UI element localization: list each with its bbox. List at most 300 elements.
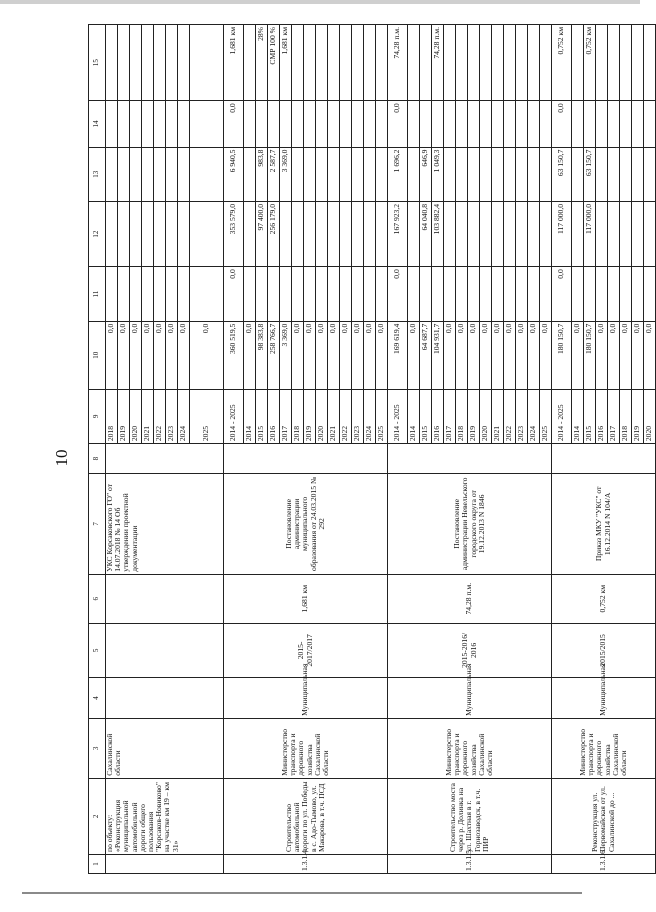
result: [316, 25, 328, 101]
other-funds: [256, 101, 268, 147]
federal-funds: [492, 267, 504, 321]
column-number-11: 11: [89, 267, 106, 321]
result: [620, 25, 632, 101]
executor: Сахалинской области: [106, 718, 224, 778]
other-funds: [420, 101, 432, 147]
year: 2021: [492, 389, 504, 443]
col-11: [190, 267, 224, 321]
year: 2020: [644, 389, 656, 443]
total-funding: 0,0: [456, 321, 468, 389]
federal-funds: [244, 267, 256, 321]
regional-funds: [596, 201, 608, 266]
regional-funds: 117 000,0: [584, 201, 596, 266]
result: [504, 25, 516, 101]
year: 2018: [456, 389, 468, 443]
total-funding: 0,0: [504, 321, 516, 389]
regional-funds: 117 000,0: [552, 201, 572, 266]
local-funds: [608, 147, 620, 201]
federal-funds: [352, 267, 364, 321]
col-15: [178, 25, 190, 101]
ownership: Муниципальная: [224, 678, 388, 719]
result: [468, 25, 480, 101]
result: [528, 25, 540, 101]
col-12: [154, 201, 166, 266]
column-number-8: 8: [89, 444, 106, 474]
federal-funds: [316, 267, 328, 321]
year: 2014: [244, 389, 256, 443]
local-funds: [444, 147, 456, 201]
year: 2016: [432, 389, 444, 443]
result: [516, 25, 528, 101]
year: 2024: [528, 389, 540, 443]
document: Постановление администрации Невельского городского округа от 19.12.2013 N 1846: [388, 474, 552, 575]
result: [632, 25, 644, 101]
total-funding: 0,0: [352, 321, 364, 389]
other-funds: [632, 101, 644, 147]
col-15: [142, 25, 154, 101]
federal-funds: [456, 267, 468, 321]
total-funding: 0,0: [154, 321, 166, 389]
result: [456, 25, 468, 101]
other-funds: [304, 101, 316, 147]
regional-funds: 256 179,0: [268, 201, 280, 266]
local-funds: 3 369,0: [280, 147, 292, 201]
regional-funds: 97 400,0: [256, 201, 268, 266]
federal-funds: [608, 267, 620, 321]
total-funding: 0,0: [244, 321, 256, 389]
col-11: [106, 267, 118, 321]
year: 2014: [408, 389, 420, 443]
federal-funds: [644, 267, 656, 321]
column-8: [388, 444, 552, 474]
local-funds: [352, 147, 364, 201]
regional-funds: [504, 201, 516, 266]
federal-funds: [364, 267, 376, 321]
result: [376, 25, 388, 101]
federal-funds: [328, 267, 340, 321]
row-number: [106, 854, 224, 873]
period: 2015-2017/2017: [224, 623, 388, 677]
other-funds: [480, 101, 492, 147]
regional-funds: [316, 201, 328, 266]
federal-funds: [444, 267, 456, 321]
total-funding: 0,0: [468, 321, 480, 389]
regional-funds: [340, 201, 352, 266]
other-funds: [280, 101, 292, 147]
result: [644, 25, 656, 101]
regional-funds: [480, 201, 492, 266]
col-12: [166, 201, 178, 266]
col-13: [106, 147, 118, 201]
result: 0,752 км: [552, 25, 572, 101]
year: 2015: [420, 389, 432, 443]
local-funds: 6 940,5: [224, 147, 244, 201]
col-14: [118, 101, 130, 147]
column-number-3: 3: [89, 718, 106, 778]
regional-funds: [352, 201, 364, 266]
regional-funds: 167 923,2: [388, 201, 408, 266]
col-13: [190, 147, 224, 201]
ownership: Муниципальная: [552, 678, 656, 719]
total-funding: 98 383,8: [256, 321, 268, 389]
table-row: [106, 25, 118, 874]
year: 2019: [304, 389, 316, 443]
local-funds: [292, 147, 304, 201]
total-funding: 0,0: [106, 321, 118, 389]
document: УКС Корсаковского ГО" от 14.07.2018 № 14 Об утверждении проектной документации: [106, 474, 224, 575]
year: 2025: [540, 389, 552, 443]
col-15: [166, 25, 178, 101]
year: 2020: [316, 389, 328, 443]
object-name: Строительство автомобильной дороги по ул. Победы в с. Адо-Тымово, ул. Макарова, в т.ч. ПСД: [224, 778, 388, 854]
column-8: [106, 444, 224, 474]
result: 28%: [256, 25, 268, 101]
result: [420, 25, 432, 101]
local-funds: [632, 147, 644, 201]
local-funds: [620, 147, 632, 201]
federal-funds: [304, 267, 316, 321]
regional-funds: [408, 201, 420, 266]
other-funds: [516, 101, 528, 147]
column-number-13: 13: [89, 147, 106, 201]
federal-funds: [540, 267, 552, 321]
federal-funds: [468, 267, 480, 321]
regional-funds: [620, 201, 632, 266]
federal-funds: [596, 267, 608, 321]
total-funding: 0,0: [480, 321, 492, 389]
total-funding: 0,0: [596, 321, 608, 389]
col-15: [130, 25, 142, 101]
row-number: 1.3.1.6.: [552, 854, 656, 873]
year: 2017: [444, 389, 456, 443]
other-funds: [444, 101, 456, 147]
result: [364, 25, 376, 101]
total-funding: 0,0: [644, 321, 656, 389]
executor: Министерство транспорта и дорожного хозяйства Сахалинской области: [552, 718, 656, 778]
other-funds: [492, 101, 504, 147]
other-funds: [468, 101, 480, 147]
document: Постановление администрации муниципального образования от 24.03.2015 № 292: [224, 474, 388, 575]
year: 2019: [632, 389, 644, 443]
col-12: [118, 201, 130, 266]
regional-funds: [528, 201, 540, 266]
total-funding: 0,0: [142, 321, 154, 389]
column-number-2: 2: [89, 778, 106, 854]
federal-funds: [632, 267, 644, 321]
column-number-9: 9: [89, 389, 106, 443]
regional-funds: [376, 201, 388, 266]
col-12: [106, 201, 118, 266]
total-funding: 0,0: [528, 321, 540, 389]
year: 2022: [340, 389, 352, 443]
table-row-summary: [224, 25, 244, 874]
federal-funds: [256, 267, 268, 321]
object-name: Реконструкция ул. Первомайская от ул. Сахалинской до ...: [552, 778, 656, 854]
regional-funds: [644, 201, 656, 266]
other-funds: [572, 101, 584, 147]
total-funding: 0,0: [540, 321, 552, 389]
federal-funds: [480, 267, 492, 321]
other-funds: [504, 101, 516, 147]
result: [328, 25, 340, 101]
total-funding: 0,0: [130, 321, 142, 389]
other-funds: [620, 101, 632, 147]
federal-funds: [516, 267, 528, 321]
year-range: 2014 - 2025: [224, 389, 244, 443]
col-11: [166, 267, 178, 321]
other-funds: [376, 101, 388, 147]
local-funds: [572, 147, 584, 201]
federal-funds: [376, 267, 388, 321]
result: [304, 25, 316, 101]
result: 1,681 км: [280, 25, 292, 101]
federal-funds: [292, 267, 304, 321]
total-funding: 0,0: [304, 321, 316, 389]
total-funding: 0,0: [444, 321, 456, 389]
regional-funds: [456, 201, 468, 266]
year: 2019: [468, 389, 480, 443]
total-funding: 0,0: [620, 321, 632, 389]
year: 2020: [130, 389, 142, 443]
federal-funds: 0,0: [388, 267, 408, 321]
total-funding: 180 150,7: [584, 321, 596, 389]
capacity: [106, 574, 224, 623]
col-15: [106, 25, 118, 101]
year: 2025: [376, 389, 388, 443]
regional-funds: [516, 201, 528, 266]
regional-funds: [572, 201, 584, 266]
year: 2017: [608, 389, 620, 443]
col-13: [154, 147, 166, 201]
table-header-row: [89, 25, 106, 874]
col-14: [142, 101, 154, 147]
total-funding: 0,0: [516, 321, 528, 389]
local-funds: [316, 147, 328, 201]
total-funding: 0,0: [166, 321, 178, 389]
result: [492, 25, 504, 101]
federal-funds: [268, 267, 280, 321]
col-12: [142, 201, 154, 266]
other-funds: [364, 101, 376, 147]
regional-funds: 64 040,8: [420, 201, 432, 266]
col-13: [166, 147, 178, 201]
scan-edge-bottom: [22, 892, 582, 894]
result: 1,681 км: [224, 25, 244, 101]
year: 2022: [154, 389, 166, 443]
other-funds: [540, 101, 552, 147]
row-number: 1.3.1.5.: [388, 854, 552, 873]
regional-funds: [444, 201, 456, 266]
other-funds: 0,0: [224, 101, 244, 147]
total-funding: 0,0: [492, 321, 504, 389]
total-funding: 0,0: [572, 321, 584, 389]
row-number: 1.3.1.4.: [224, 854, 388, 873]
total-funding: 0,0: [376, 321, 388, 389]
regional-funds: [328, 201, 340, 266]
local-funds: 63 150,7: [584, 147, 596, 201]
total-funding: 360 519,5: [224, 321, 244, 389]
column-number-1: 1: [89, 854, 106, 873]
regional-funds: [364, 201, 376, 266]
scan-edge-top: [0, 0, 640, 4]
year: 2022: [504, 389, 516, 443]
col-11: [142, 267, 154, 321]
local-funds: [456, 147, 468, 201]
total-funding: 0,0: [632, 321, 644, 389]
col-13: [130, 147, 142, 201]
year: 2018: [106, 389, 118, 443]
year: 2023: [166, 389, 178, 443]
year: 2024: [364, 389, 376, 443]
result: 74,28 п.м.: [432, 25, 444, 101]
local-funds: 2 587,7: [268, 147, 280, 201]
local-funds: [244, 147, 256, 201]
capacity: 1,681 км: [224, 574, 388, 623]
result: [572, 25, 584, 101]
col-12: [130, 201, 142, 266]
local-funds: 646,9: [420, 147, 432, 201]
result: 0,752 км: [584, 25, 596, 101]
column-number-7: 7: [89, 474, 106, 575]
object-name: Строительство моста через р. Долинка на ул. Шахтная в г. Горнозаводск, в т.ч. ПИР: [388, 778, 552, 854]
column-number-4: 4: [89, 678, 106, 719]
document: Приказ МКУ "УКС" от 16.12.2014 N 104/А: [552, 474, 656, 575]
result: [408, 25, 420, 101]
federal-funds: 0,0: [224, 267, 244, 321]
local-funds: [504, 147, 516, 201]
local-funds: [540, 147, 552, 201]
total-funding: 0,0: [608, 321, 620, 389]
total-funding: 180 150,7: [552, 321, 572, 389]
total-funding: 104 931,7: [432, 321, 444, 389]
federal-funds: [620, 267, 632, 321]
year: 2016: [596, 389, 608, 443]
local-funds: [492, 147, 504, 201]
col-11: [118, 267, 130, 321]
other-funds: [432, 101, 444, 147]
year: 2015: [256, 389, 268, 443]
total-funding: 0,0: [316, 321, 328, 389]
regional-funds: [632, 201, 644, 266]
year: 2017: [280, 389, 292, 443]
other-funds: [352, 101, 364, 147]
other-funds: [456, 101, 468, 147]
col-15: [118, 25, 130, 101]
other-funds: [608, 101, 620, 147]
object-name: по объекту: «Реконструкция муниципальной автомобильной дороги общего пользования "Корсаков-Новиково" на участке км 19 – км 31»: [106, 778, 224, 854]
column-8: [224, 444, 388, 474]
federal-funds: 0,0: [552, 267, 572, 321]
other-funds: [596, 101, 608, 147]
year: 2019: [118, 389, 130, 443]
local-funds: [304, 147, 316, 201]
local-funds: [516, 147, 528, 201]
federal-funds: [584, 267, 596, 321]
col-13: [142, 147, 154, 201]
other-funds: [292, 101, 304, 147]
federal-funds: [420, 267, 432, 321]
federal-funds: [280, 267, 292, 321]
col-11: [130, 267, 142, 321]
other-funds: [328, 101, 340, 147]
federal-funds: [504, 267, 516, 321]
col-15: [154, 25, 166, 101]
capacity: 74,28 п.м.: [388, 574, 552, 623]
column-number-14: 14: [89, 101, 106, 147]
year: 2023: [516, 389, 528, 443]
local-funds: [376, 147, 388, 201]
col-11: [154, 267, 166, 321]
col-13: [118, 147, 130, 201]
regional-funds: [492, 201, 504, 266]
regional-funds: 353 579,0: [224, 201, 244, 266]
regional-funds: 103 882,4: [432, 201, 444, 266]
regional-funds: [540, 201, 552, 266]
result: [352, 25, 364, 101]
result: [444, 25, 456, 101]
year: 2021: [328, 389, 340, 443]
federal-funds: [408, 267, 420, 321]
other-funds: [340, 101, 352, 147]
result: [292, 25, 304, 101]
column-8: [552, 444, 656, 474]
ownership: Муниципальная: [388, 678, 552, 719]
local-funds: 63 150,7: [552, 147, 572, 201]
column-number-10: 10: [89, 321, 106, 389]
col-14: [178, 101, 190, 147]
total-funding: 0,0: [340, 321, 352, 389]
year: 2018: [620, 389, 632, 443]
result: 74,28 п.м.: [388, 25, 408, 101]
column-number-6: 6: [89, 574, 106, 623]
regional-funds: [304, 201, 316, 266]
total-funding: 64 687,7: [420, 321, 432, 389]
other-funds: 0,0: [388, 101, 408, 147]
column-number-5: 5: [89, 623, 106, 677]
total-funding: 169 619,4: [388, 321, 408, 389]
col-14: [154, 101, 166, 147]
total-funding: 0,0: [292, 321, 304, 389]
local-funds: [644, 147, 656, 201]
col-13: [178, 147, 190, 201]
federal-funds: [572, 267, 584, 321]
column-number-15: 15: [89, 25, 106, 101]
rotated-table-wrapper: [88, 24, 654, 874]
result: [340, 25, 352, 101]
result: [596, 25, 608, 101]
col-14: [166, 101, 178, 147]
other-funds: [268, 101, 280, 147]
year: 2020: [480, 389, 492, 443]
local-funds: 983,8: [256, 147, 268, 201]
period: 2015-2016/ 2016: [388, 623, 552, 677]
other-funds: 0,0: [552, 101, 572, 147]
year: 2018: [292, 389, 304, 443]
program-table: [88, 24, 656, 874]
result: [540, 25, 552, 101]
col-11: [178, 267, 190, 321]
total-funding: 0,0: [118, 321, 130, 389]
local-funds: [596, 147, 608, 201]
col-12: [190, 201, 224, 266]
column-number-12: 12: [89, 201, 106, 266]
col-14: [190, 101, 224, 147]
other-funds: [584, 101, 596, 147]
regional-funds: [292, 201, 304, 266]
result: [608, 25, 620, 101]
local-funds: [480, 147, 492, 201]
year: 2015: [584, 389, 596, 443]
